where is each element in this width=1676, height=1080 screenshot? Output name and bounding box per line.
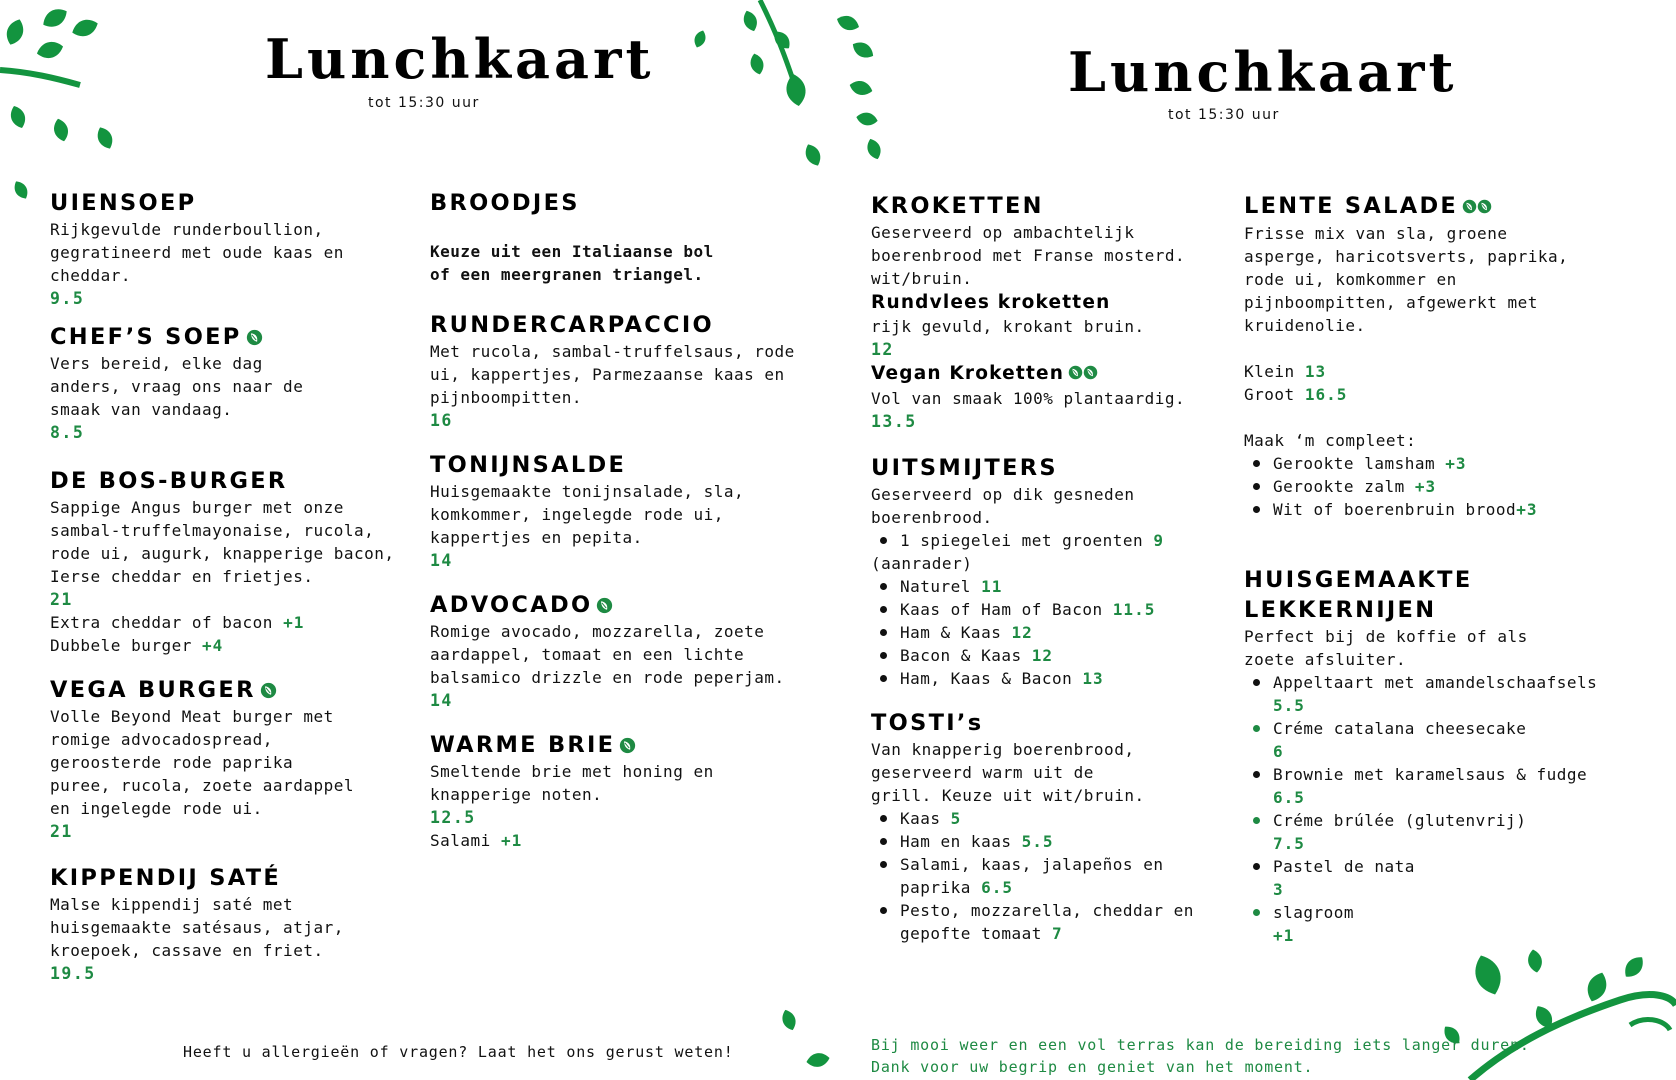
right-page-subtitle: tot 15:30 uur [1168, 107, 1280, 123]
section-huisgemaakte-lekkernijen [1244, 565, 1634, 947]
tosti-list [871, 807, 1231, 945]
extra-option [50, 634, 395, 657]
item-price: 5.5 [1021, 831, 1054, 851]
compleet-label: Maak ‘m compleet: [1244, 430, 1417, 450]
dish-description: Vol van smaak 100% plantaardig. [871, 388, 1186, 408]
section-title: KROKETTEN [871, 193, 1044, 219]
size-label: Groot [1244, 384, 1295, 404]
list-item [1244, 809, 1634, 855]
item-price: 11 [981, 576, 1003, 596]
item-label: Créme brúlée (glutenvrij) [1273, 810, 1527, 830]
item-label: Kaas [900, 808, 941, 828]
left-column-2 [430, 188, 800, 852]
item-price: 3 [1273, 879, 1284, 899]
item-price: 6.5 [1273, 787, 1305, 807]
dish-price: 21 [50, 590, 73, 609]
section-lente-salade [1244, 191, 1634, 521]
section-tosti [871, 708, 1231, 945]
list-item [871, 667, 1231, 690]
section-title [50, 675, 395, 705]
size-option [1244, 383, 1634, 406]
extra-option [50, 611, 395, 634]
right-column-1 [871, 191, 1231, 945]
item-label: Appeltaart met amandelschaafsels [1273, 672, 1598, 692]
section-title: DE BOS-BURGER [50, 468, 288, 494]
dish-description: Vers bereid, elke dag anders, vraag ons naar de smaak van vandaag. [50, 354, 304, 419]
section-title: TOSTI’s [871, 709, 984, 736]
section-uiensoep [50, 188, 395, 310]
item-label: Salami, kaas, jalapeños en paprika [900, 854, 1164, 897]
double-leaf-icon [1462, 192, 1492, 222]
dish-description: Volle Beyond Meat burger met romige advocadospread, geroosterde rode paprika puree, rucola, zoete aardappel en ingelegde rode ui. [50, 707, 354, 818]
item-label: slagroom [1273, 902, 1355, 922]
item-label: Pesto, mozzarella, cheddar en gepofte tomaat [900, 900, 1194, 943]
section-advocado [430, 590, 800, 712]
list-item [1244, 855, 1634, 901]
dish-price: 19.5 [50, 964, 96, 983]
list-item [871, 644, 1231, 667]
dish-description: Huisgemaakte tonijnsalade, sla, komkommer, ingelegde rode ui, kappertjes en pepita. [430, 482, 745, 547]
section-title [50, 322, 395, 352]
section-chefs-soep [50, 322, 395, 444]
dish-price: 21 [50, 822, 73, 841]
item-label: Bacon & Kaas [900, 645, 1022, 665]
sub-item-title: Rundvlees kroketten [871, 292, 1111, 313]
item-label: Kaas of Ham of Bacon [900, 599, 1103, 619]
salad-extras-list [1244, 452, 1634, 521]
size-option [1244, 360, 1634, 383]
dish-description: Smeltende brie met honing en knapperige noten. [430, 762, 714, 804]
sub-item-title [871, 361, 1231, 387]
section-title-text: VEGA BURGER [50, 677, 256, 703]
leaf-branch-decoration-top-center [690, 0, 950, 180]
section-tonijnsalde [430, 450, 800, 572]
section-kippendij-sate [50, 863, 395, 985]
section-title-text: LENTE SALADE [1244, 193, 1459, 219]
section-kroketten [871, 191, 1231, 433]
item-price: 12 [1011, 622, 1033, 642]
dish-price: 9.5 [50, 289, 85, 308]
dish-description: Van knapperig boerenbrood, geserveerd warm uit de grill. Keuze uit wit/bruin. [871, 739, 1145, 805]
item-label: Gerookte zalm [1273, 476, 1405, 496]
dish-price: 13.5 [871, 411, 917, 431]
dish-price: 12 [871, 340, 894, 359]
section-warme-brie [430, 730, 800, 852]
item-price: 9 [1153, 530, 1164, 550]
section-broodjes [430, 188, 800, 286]
sub-item-title-text: Vegan Kroketten [871, 363, 1065, 384]
section-title [1244, 191, 1634, 222]
extra-price: +1 [500, 831, 523, 850]
dish-description: Frisse mix van sla, groene asperge, haricotsverts, paprika, rode ui, komkommer en pijnboompitten, afgewerkt met kruidenolie. [1244, 223, 1569, 335]
extra-label: Salami [430, 831, 491, 850]
extra-label: Dubbele burger [50, 636, 192, 655]
list-item [871, 807, 1231, 830]
left-page-title: Lunchkaart [265, 27, 655, 91]
item-label: 1 spiegelei met groenten [900, 530, 1144, 550]
dish-description: Perfect bij de koffie of als zoete afsluiter. [1244, 626, 1528, 669]
section-title: KIPPENDIJ SATÉ [50, 865, 282, 891]
section-title: RUNDERCARPACCIO [430, 312, 714, 338]
terrace-note-line: Dank voor uw begrip en geniet van het moment. [871, 1058, 1314, 1076]
list-item [871, 529, 1231, 552]
list-item [1244, 717, 1634, 763]
left-page-subtitle: tot 15:30 uur [368, 95, 480, 111]
dish-description: Sappige Angus burger met onze sambal-truffelmayonaise, rucola, rode ui, augurk, knapperige bacon, Ierse cheddar en frietjes. [50, 498, 395, 586]
dish-description: Keuze uit een Italiaanse bol of een meergranen triangel. [430, 242, 714, 284]
leaf-icon [260, 682, 277, 699]
item-price: 7 [1052, 923, 1063, 943]
item-price: 5 [950, 808, 962, 828]
section-title: HUISGEMAAKTE LEKKERNIJEN [1244, 566, 1473, 623]
list-item [871, 830, 1231, 853]
dish-description: Geserveerd op ambachtelijk boerenbrood met Franse mosterd. wit/bruin. [871, 223, 1186, 288]
item-label: Ham en kaas [900, 831, 1012, 851]
dish-description: Rijkgevulde runderboullion, gegratineerd met oude kaas en cheddar. [50, 220, 344, 285]
item-price: 6.5 [981, 877, 1013, 897]
section-title-text: WARME BRIE [430, 732, 616, 758]
item-label: Naturel [900, 576, 971, 596]
dish-price: 14 [430, 691, 453, 710]
dish-price: 8.5 [50, 423, 85, 442]
terrace-note-line: Bij mooi weer en een vol terras kan de bereiding iets langer duren. [871, 1036, 1530, 1054]
dish-description: rijk gevuld, krokant bruin. [871, 317, 1145, 336]
list-item [1244, 498, 1634, 521]
list-item [871, 853, 1231, 899]
section-uitsmijters [871, 453, 1231, 690]
dish-description: Romige avocado, mozzarella, zoete aardappel, tomaat en een lichte balsamico drizzle en rode peperjam. [430, 622, 785, 687]
item-price: 11.5 [1112, 599, 1156, 619]
extra-price: +1 [283, 613, 305, 632]
item-label: Ham, Kaas & Bacon [900, 668, 1073, 688]
item-price: 12 [1031, 645, 1053, 665]
list-item [1244, 671, 1634, 717]
section-title-text: ADVOCADO [430, 592, 593, 618]
item-price: +3 [1445, 453, 1467, 473]
list-item [1244, 475, 1634, 498]
item-price: 5.5 [1273, 695, 1305, 715]
section-title: UIENSOEP [50, 190, 197, 216]
right-column-2 [1244, 191, 1634, 947]
item-label: Wit of boerenbruin brood [1273, 499, 1517, 519]
section-title [430, 590, 800, 620]
item-label: Ham & Kaas [900, 622, 1002, 642]
section-rundercarpaccio [430, 310, 800, 432]
dish-description: Malse kippendij saté met huisgemaakte satésaus, atjar, kroepoek, cassave en friet. [50, 895, 344, 960]
double-leaf-icon [1068, 362, 1098, 387]
dish-price: 12.5 [430, 808, 476, 827]
list-item [1244, 763, 1634, 809]
size-price: 16.5 [1304, 384, 1348, 404]
allergy-note: Heeft u allergieën of vragen? Laat het ons gerust weten! [183, 1043, 734, 1061]
section-title-text: CHEF’S SOEP [50, 324, 242, 350]
size-price: 13 [1304, 361, 1327, 381]
list-item [1244, 452, 1634, 475]
item-price: +3 [1414, 476, 1437, 496]
dish-description: Geserveerd op dik gesneden boerenbrood. [871, 484, 1135, 527]
section-bos-burger [50, 466, 395, 657]
extra-option [430, 829, 800, 852]
section-title [430, 730, 800, 760]
item-label: Créme catalana cheesecake [1273, 718, 1527, 738]
size-label: Klein [1244, 361, 1295, 381]
leaf-decoration-bottom-center [775, 995, 835, 1080]
section-title: BROODJES [430, 190, 580, 216]
uitsmijters-list [871, 575, 1231, 690]
leaf-icon [619, 737, 636, 754]
item-label: Brownie met karamelsaus & fudge [1273, 764, 1588, 784]
uitsmijters-list [871, 529, 1231, 552]
leaf-branch-decoration-top-left [0, 0, 130, 215]
extra-label: Extra cheddar of bacon [50, 613, 273, 632]
section-vega-burger [50, 675, 395, 843]
leaf-icon [246, 329, 263, 346]
lekkernijen-list [1244, 671, 1634, 947]
list-item [871, 899, 1200, 945]
section-title: UITSMIJTERS [871, 454, 1058, 481]
dish-description: Met rucola, sambal-truffelsaus, rode ui, kappertjes, Parmezaanse kaas en pijnboompitten. [430, 342, 795, 407]
extra-price: +4 [202, 636, 224, 655]
leaf-icon [596, 597, 613, 614]
right-page-title: Lunchkaart [1068, 40, 1458, 104]
item-price: +3 [1516, 499, 1538, 519]
item-price: 13 [1082, 668, 1104, 688]
list-item [871, 621, 1231, 644]
dish-price: 14 [430, 551, 453, 570]
dish-price: 16 [430, 411, 453, 430]
item-label: Pastel de nata [1273, 856, 1415, 876]
item-price: +1 [1273, 925, 1295, 945]
item-price: 6 [1273, 741, 1284, 761]
item-note: (aanrader) [871, 553, 973, 573]
list-item [1244, 901, 1634, 947]
item-label: Gerookte lamsham [1273, 453, 1436, 473]
list-item [871, 598, 1231, 621]
section-title: TONIJNSALDE [430, 452, 627, 478]
left-column-1 [50, 188, 395, 985]
list-item [871, 575, 1231, 598]
terrace-note [871, 1034, 1530, 1078]
item-price: 7.5 [1273, 833, 1305, 853]
